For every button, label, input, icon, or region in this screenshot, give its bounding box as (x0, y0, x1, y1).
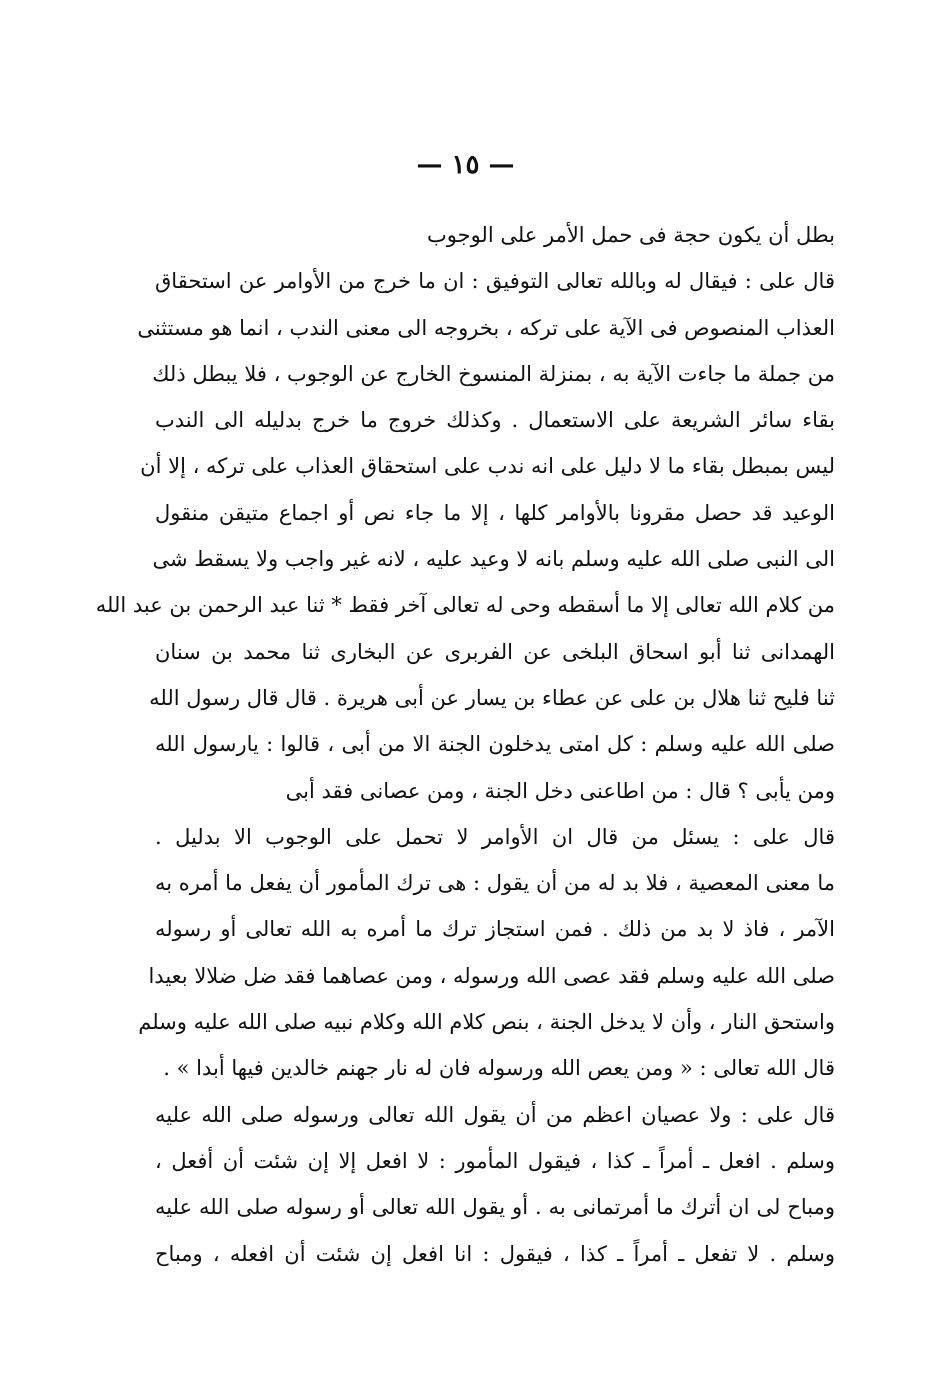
text-line: قال على : فيقال له وبالله تعالى التوفيق : ان ما خرج من الأوامر عن استحقاق (155, 269, 835, 294)
text-line: الوعيد قد حصل مقرونا بالأوامر كلها ، إلا ما جاء نص أو اجماع متيقن منقول (155, 500, 835, 525)
text-line: قال على : ولا عصيان اعظم من أن يقول الله تعالى ورسوله صلى الله عليه (155, 1102, 835, 1127)
text-line: ما معنى المعصية ، فلا بد له من أن يقول : هى ترك المأمور أن يفعل ما أمره به (155, 871, 835, 896)
text-line: بقاء سائر الشريعة على الاستعمال . وكذلك خروج ما خرج بدليله الى الندب (155, 408, 835, 433)
text-line: ومن يأبى ؟ قال : من اطاعنى دخل الجنة ، ومن عصانى فقد أبى (285, 778, 835, 803)
text-line: الهمدانى ثنا أبو اسحاق البلخى عن الفربرى عن البخارى ثنا محمد بن سنان (155, 639, 835, 664)
text-line: العذاب المنصوص فى الآية على تركه ، بخروجه الى معنى الندب ، انما هو مستثنى (137, 315, 835, 340)
text-line: ليس بمبطل بقاء ما لا دليل على انه ندب على استحقاق العذاب على تركه ، إلا أن (140, 454, 835, 479)
text-line: وسلم . لا تفعل ـ أمراً ـ كذا ، فيقول : انا افعل إن شئت أن افعله ، ومباح (155, 1241, 835, 1266)
text-line: من كلام الله تعالى إلا ما أسقطه وحى له تعالى آخر فقط * ثنا عبد الرحمن بن عبد الله (95, 593, 835, 618)
text-line: من جملة ما جاءت الآية به ، بمنزلة المنسوخ الخارج عن الوجوب ، فلا يبطل ذلك (152, 361, 835, 386)
page-number: — ١٥ — (416, 150, 515, 180)
text-line: قال على : يسئل من قال ان الأوامر لا تحمل على الوجوب الا بدليل . (155, 824, 835, 849)
text-line: ومباح لى ان أترك ما أمرتمانى به . أو يقول الله تعالى أو رسوله صلى الله عليه (155, 1195, 835, 1220)
text-line: صلى الله عليه وسلم : كل امتى يدخلون الجنة الا من أبى ، قالوا : يارسول الله (155, 732, 835, 757)
text-line: ثنا فليح ثنا هلال بن على عن عطاء بن يسار عن أبى هريرة . قال قال رسول الله (149, 685, 835, 710)
body-text (95, 212, 835, 1277)
text-line: الآمر ، فاذ لا بد من ذلك . فمن استجاز ترك ما أمره به الله تعالى أو رسوله (155, 917, 835, 942)
text-line: الى النبى صلى الله عليه وسلم بانه لا وعيد عليه ، لانه غير واجب ولا يسقط شى (152, 547, 835, 572)
text-line: بطل أن يكون حجة فى حمل الأمر على الوجوب (426, 223, 835, 247)
text-line: قال الله تعالى : « ومن يعص الله ورسوله فان له نار جهنم خالدين فيها أبدا » . (163, 1056, 835, 1081)
text-line: صلى الله عليه وسلم فقد عصى الله ورسوله ، ومن عصاهما فقد ضل ضلالا بعيدا (148, 963, 835, 988)
text-line: وسلم . افعل ـ أمراً ـ كذا ، فيقول المأمور : لا افعل إلا إن شئت أن أفعل ، (155, 1148, 835, 1173)
text-line: واستحق النار ، وأن لا يدخل الجنة ، بنص كلام الله وكلام نبيه صلى الله عليه وسلم (138, 1010, 835, 1035)
